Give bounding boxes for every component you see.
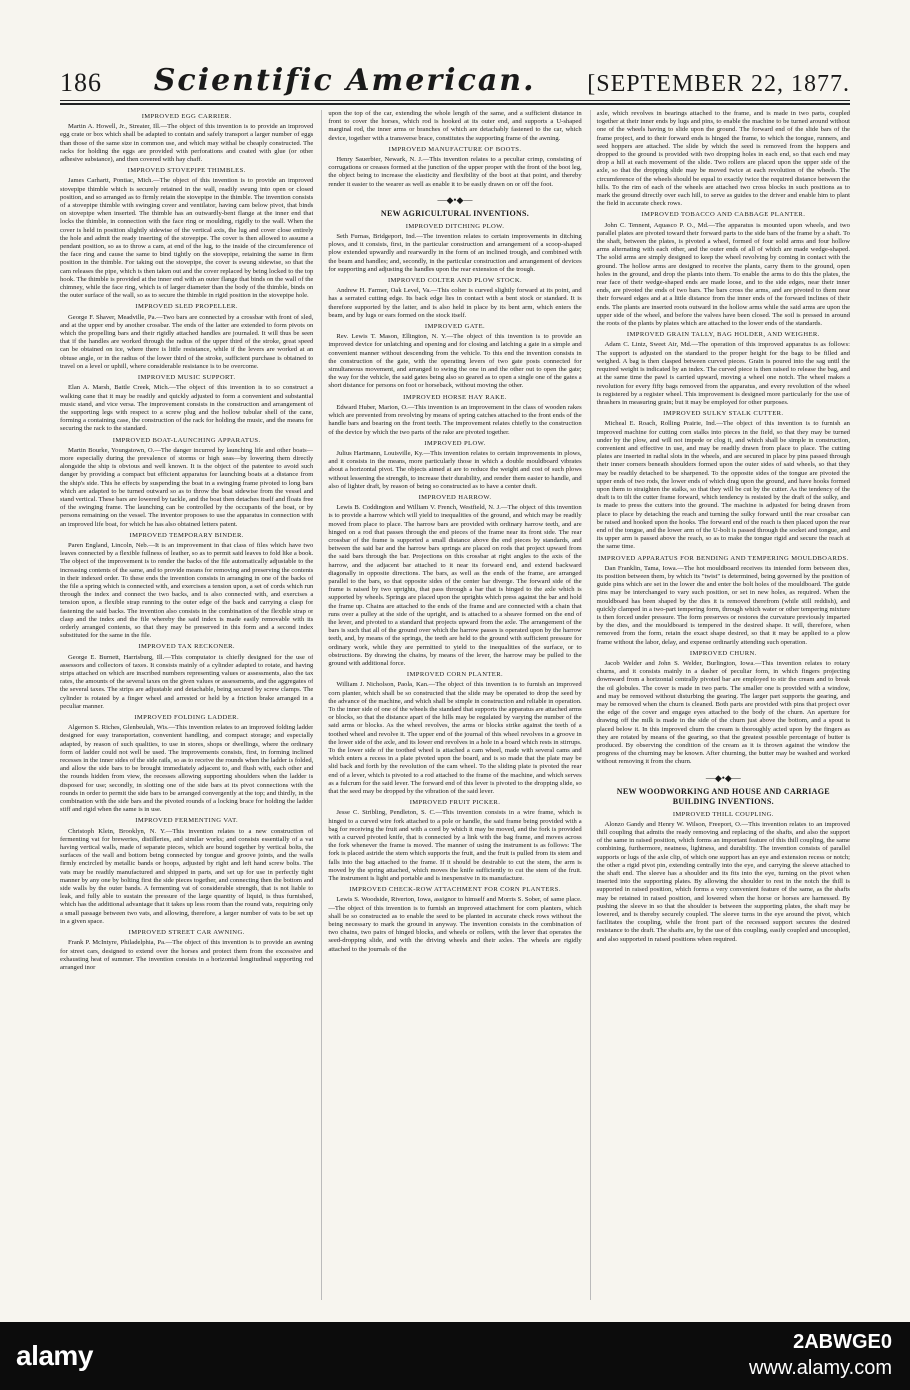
- invention-description: Edward Huber, Marion, O.—This invention is an improvement in the class of wooden rakes which are prevented from revolving by means of spring catches attached to the front ends of the handle bars and bearing on the front teeth. The improvement relates chiefly to the construction of the device by which the two parts of the rake are pivoted together.: [328, 403, 582, 436]
- invention-description: upon the top of the car, extending the whole length of the same, and a sufficient distance in front to cover the horses, which rod is hooked at its outer end, and supports a U-shaped marginal rod, the inner arms or branches of which are detachably fastened to the car, which device, together with a transverse brace, constitutes the supporting frame of the awning.: [328, 110, 582, 142]
- issue-date: [SEPTEMBER 22, 1877.: [587, 71, 850, 97]
- invention-heading: IMPROVED STOVEPIPE THIMBLES.: [127, 167, 246, 175]
- invention-heading: IMPROVED STREET CAR AWNING.: [128, 929, 245, 937]
- stock-logo: alamy: [16, 1340, 93, 1371]
- page-number: 186: [60, 68, 102, 97]
- invention-description: John C. Tennent, Aquasco P. O., Md.—The apparatus is mounted upon wheels, and two parallel plates are pivoted toward their forward parts to the side bars of the frame by a shaft. To the shaft, between the plates, is pivoted a wheel, formed of four solid arms and four hollow arms alternating with each other, and the outer ends of all of which are made wedge-shaped. The solid arms are simply designed to keep the wheel revolving by coming in contact with the ground. The hollow arms are designed to receive the plants, carry them to the ground, open holes in the ground, and drop the plants into them. To enable the arms to do this the plates, the rear face of their wedge-shaped ends are made loose, and to the side edges, near their inner ends, are pivoted the ends of two bars. The bars cross the arms, and are pivoted to them near their forward edges and at a little distance from the inner ends of the forward inclines of their ends. The plants are inserted roots outward in the hollow arms while the said arms are upon the upper side of the wheel, and before the valves have been closed. The soil is pressed in around the roots of the plants by plates which are attached to the lower ends of the standards.: [596, 221, 850, 328]
- invention-description: Martin A. Howell, Jr., Streater, Ill.—The object of this invention is to provide an improved egg crate or box which shall be adapted to contain and safely transport a larger number of eggs than those of the same size in common use, and which may withal be cheaply constructed. The racks for holding the eggs are provided with perforations and coated with glue (or other adhesive substance), and then covered with hay chaff.: [60, 123, 314, 164]
- invention-description: Henry Sauerbier, Newark, N. J.—This invention relates to a peculiar crimp, consisting of corrugations or creases formed at the junction of the upper proper with the front of the boot leg, the object being to increase the elasticity and flexibility of the boot at that point, and thereby render it easier to the wearer as well as enable it to be easily drawn on or off the foot.: [328, 156, 582, 188]
- invention-heading: IMPROVED APPARATUS FOR BENDING AND TEMPERING MOULDBOARDS.: [598, 554, 849, 562]
- invention-heading: IMPROVED MUSIC SUPPORT.: [137, 374, 236, 382]
- column-3: [590, 110, 850, 1300]
- invention-description: Alonzo Gandy and Henry W. Wilson, Freeport, O.—This invention relates to an improved thill coupling that admits the ready removing and replacing of the shafts, and also the support of the same in raised position, which forms an important feature of this thill coupling, the same combining, furthermore, neatness, lightness, and durability. The invention consists of parallel supports or lugs of the axle clip, of which one support has an eye and extension recess or notch; the other a rigid pivot pin, extending centrally into the eye, and carrying the sleeve attached to the shaft end. The sleeve has a shoulder and its fits into the eye, turning on the pivot when inserted into the supporting plates. By allowing the shoulder to rest in the notch the thill is supported in raised position, which forms a very convenient feature of the same, as the shafts may be retained in raised position, and lowered when the horse or horses are harnessed. By pushing the sleeve in so that the shoulder is between the supporting plates, the shaft may be lowered, and is thereby securely coupled. The sleeve turns in the eye around the pivot, which facilitates the coupling, while the front part of the recessed support secures the desired resistance to the draft. The shafts are, by the use of this coupling, easily coupled and uncoupled, and also supported in raised positions when required.: [596, 820, 850, 943]
- invention-heading: IMPROVED GATE.: [424, 323, 486, 331]
- invention-description: Seth Furnas, Bridgeport, Ind.—The invention relates to certain improvements in ditching plows, and it consists, first, in the particular construction and arrangement of a scoop-shaped plow extended upwardly and rearwardly in the form of an inclined trough, and combined with the beam and handles; and, secondly, in the particular construction and arrangement of devices for supporting and adjusting the handles upon the rear extension of the trough.: [328, 233, 582, 273]
- invention-description: Frank P. McIntyre, Philadelphia, Pa.—The object of this invention is to provide an awning for street cars, designed to extend over the horses and protect them from the excessive and exhausting heat of summer. The invention consists in a horizontal longitudinal supporting rod arranged inor: [60, 939, 314, 971]
- invention-description: Jacob Welder and John S. Welder, Burlington, Iowa.—This invention relates to rotary churns, and it consists mainly in a dasher of peculiar form, in which fingers projecting downward from a horizontal centrally pivoted bar are employed to stir the cream and to break the oil globules. The cover is made in two parts. The smaller one is provided with a window, and may be removed without disturbing the gearing. The larger part supports the gearing, and may be removed when the churn is cleaned. Both parts are provided with pins that project over the edge of the cover and engage eyes attached to the body of the churn. An aperture for drawing off the milk is made in the side of the churn just above the bottom, and a spout is placed below it. In this improved churn the cream is thoroughly acted upon by the fingers as they are rotated by means of the gearing, so that the greatest possible percentage of butter is produced. By observing the condition of the cream as it is thrown against the window the progress of the churning may be known. After churning, the butter may be washed and worked without removing it from the churn.: [596, 660, 850, 766]
- section-ornament: —◆•◆—: [705, 772, 741, 783]
- invention-heading: IMPROVED CORN PLANTER.: [406, 671, 504, 679]
- invention-description: William J. Nicholson, Paola, Kan.—The object of this invention is to furnish an improved corn planter, which shall be so constructed that the slide may be operated to drop the seed by the advance of the machine, and which shall be simple in construction and reliable in operation. To the inner side of one of the wheels the standard that supports the apparatus are attached arms or blocks, so that the distance apart of the hills may be regulated by varying the number of the said arms or blocks. As the wheel revolves, the arms or blocks strike against the teeth of a toothed wheel and revolve it. The upper end of the journal of this wheel revolves in a groove in the lower side of the axle, and its lower end revolves in a hole in a board which rests in stirrups. To the lower side of the toothed wheel is attached a cam wheel, made with several cams and which enters a recess in a plate pivoted upon the board, and is so made that the plate may be slid back and forth by the revolution of the cam wheel. To the sliding plate is pivoted the rear end of a lever, which is pivoted to a rod attached to the frame of the machine, and which serves as a fulcrum for the said lever. The forward end of this lever is pivoted to the dropping slide, so that the seed may be dropped by the vibration of the said lever.: [328, 681, 582, 796]
- invention-heading: IMPROVED HORSE HAY RAKE.: [403, 393, 507, 401]
- invention-description: Algernon S. Riches, Glenbeulah, Wis.—This invention relates to an improved folding ladder designed for easy transportation, convenient handling, and compact storage; and especially adapted, by reason of such qualities, to use in stores, shops or dwellings, where the ordinary form of ladder could not well be used. The improvements consists, first, in forming inclined recesses in the inner sides of the side rails, so as to receive the rounds when the ladder is folded, and allow the side bars to be brought immediately adjacent to, and flush with, each other and the rounds hidden from view, the recesses allowing supporting shoulders when the ladder is disposed for use; secondly, in slotting one of the side bars at its pivot connections with the rounds in order to permit the side bars to be arranged convergently at the top; and thirdly, in the combination with the side bars and the pivoted rounds of a locking brace for holding the ladder stiff and rigid when the same is in use.: [60, 724, 314, 814]
- invention-description: Julius Hartmann, Louisville, Ky.—This invention relates to certain improvements in plows, and it consists in the means, more particularly those in which a double mouldboard vibrates about a horizontal pivot. The objects aimed at are to reduce the weight and cost of such plows without lessening the strength, to increase their durability, and render them easier to handle, and also of lighter draft, by reason of being so constructed as to have a center draft.: [328, 449, 582, 490]
- invention-heading: IMPROVED FOLDING LADDER.: [134, 714, 239, 722]
- article-columns: [60, 110, 850, 1300]
- invention-heading: IMPROVED COLTER AND PLOW STOCK.: [387, 277, 523, 285]
- invention-heading: IMPROVED SULKY STALK CUTTER.: [663, 410, 784, 418]
- invention-description: Andrew H. Farmer, Oak Level, Va.—This colter is curved slightly forward at its point, and has a serrated cutting edge. Its back edge lies in contact with a bent stock or standard. It is therefore supported by the latter, and is also held in place by its bent arm, which enters the beam, and by lugs or ears formed on the stock itself.: [328, 287, 582, 319]
- invention-heading: IMPROVED FERMENTING VAT.: [135, 817, 239, 825]
- invention-heading: IMPROVED GRAIN TALLY, BAG HOLDER, AND WEIGHER.: [626, 331, 820, 339]
- invention-heading: IMPROVED THILL COUPLING.: [672, 810, 774, 818]
- masthead: [60, 62, 850, 98]
- invention-description: Jesse C. Stribling, Pendleton, S. C.—This invention consists in a wire frame, which is hinged to a curved wire fork attached to a pole or handle, the said frame being provided with a bag for receiving the fruit and with a cord by which it may be moved, and the fork is provided with a curved pivoted knife, that is connected by a link with the bag frame, and moves across the fork whenever the frame is moved. The manner of using the instrument is as follows: The fork is placed astride the stem which supports the fruit, and the fruit is pulled from its stem and falls into the bag attached to the frame. If it should be desirable to cut the stem, the arm is moved by the spring attached, which moves the knife sufficiently to cut the stem of the fruit. The instrument is light and portable and is inexpensive in its manufacture.: [328, 809, 582, 883]
- invention-heading: IMPROVED FRUIT PICKER.: [409, 799, 501, 807]
- masthead-rule: [60, 100, 850, 101]
- invention-description: Micheal E. Roach, Rolling Prairie, Ind.—The object of this invention is to furnish an improved machine for cutting corn stalks into pieces in the field, so that they may be turned under by the plow, and will not impede or clog it, and which shall be simple in construction, convenient and effective in use, and may be readily drawn from place to place. The cutting plates are inserted in radial slots in the wheels, and are secured in place by pins passed through their inner corners beneath shoulders formed upon the outer sides of said wheels, so that they may be readily detached to be sharpened. To the opposite sides of the tongue are pivoted the upper ends of two rods, the lower ends of which drag upon the ground, and have hooks formed upon them to straighten the stalks, so that they will be cut by the cutter. As the tendency of the draft is to tilt the cutter frame forward, which tendency is resisted by the draft of the sulky, and is made to press the cutters into the ground. The machine is adjusted for being drawn from place to place by detaching the reach and turning the sulky forward until the rear crossbar can be raised and hooked upon the hooks. The forward end of the reach is then placed upon the rear end of the tongue, and the lower arm of the U-bolt is passed through the socket and tongue, and its upper arm is passed above the reach, so as to make the tongue rigid and secure the reach at the same time.: [596, 420, 850, 551]
- invention-heading: IMPROVED SLED PROPELLER.: [135, 303, 238, 311]
- stock-url: www.alamy.com: [749, 1357, 892, 1379]
- invention-heading: IMPROVED DITCHING PLOW.: [405, 222, 505, 230]
- invention-heading: IMPROVED TEMPORARY BINDER.: [129, 531, 244, 539]
- invention-heading: IMPROVED CHURN.: [689, 649, 757, 657]
- section-ornament: —◆•◆—: [437, 194, 473, 205]
- invention-description: axle, which revolves in bearings attached to the frame, and is made in two parts, coupled together at their inner ends by lugs and pins, to enable the machine to be turned around without one of the wheels having to slide upon the ground. The forward end of the slide bars of the frame project, and to their forward ends is hinged the frame, to which the tongue, runners, and seed hoppers are attached. The slide by which the seed is removed from the hoppers and dropped to the ground is provided with two dropping holes in each end, so that each end may drop a hill at each movement of the slide. Two rollers are placed upon the upper side of the axle, so that the dropping slide may be moved twice at each revolution of the wheels. The circumference of the wheels should be equal to exactly twice the required distance between the hills. To the rim of each of the wheels are attached two cross blocks in such positions as to mark the ground directly over each hill, to serve as guides to the driver and enable him to plant the field in accurate check rows.: [596, 110, 850, 208]
- column-1: [60, 110, 313, 1300]
- journal-title: Scientific American.: [153, 63, 536, 98]
- invention-description: James Carhartt, Pontiac, Mich.—The object of this invention is to provide an improved stovepipe thimble which is securely retained in the wall, readily swung into open or closed position, and so arranged as to firmly retain the stovepipe in the thimble. The invention consists of a stovepipe thimble with swinging cover and ventilator, having cam below pivot, that binds on stovepipe when inserted. The thimble has an outwardly-bent flange at the inner end that locks the thimble, in connection with the face ring or moulding, rigidly to the wall. When the cover is held in position slightly sidewise of the vertical axis, the lug and cover close entirely the hole and admit the ready inserting of the stovepipe. The cover is then allowed to assume a pendant position, so as to throw a cam, at end of the lug, to the inside of the circumference of the face ring and cause the same to bind tightly on the stovepipe, retaining the same in firm position in the thimble. For taking out the stovepipe, the cover is swung sidewise, so that the cam releases the pipe, which is then taken out and the cover replaced by being locked to the top hook. The thimble is provided at the inner end with an outer flange that binds on the wall of the chimney, while the face ring, which is of larger diameter than the body of the thimble, binds on the outer surface of the wall, so as to secure the thimble in rigid position in the stovepipe hole.: [60, 177, 314, 300]
- invention-heading: IMPROVED TAX RECKONER.: [138, 643, 235, 651]
- invention-description: Elan A. Marsh, Battle Creek, Mich.—The object of this invention is to so construct a walking cane that it may be readily and quickly adjusted to form a convenient and substantial music stand, and vice versa. The improvement consists in the construction and arrangement of the supporting legs with respect to a screw plug and the hollow tubular shell of the cane, forming a containing case, the construction of the rack for holding the music, and the means for securing the rack to the standard.: [60, 384, 314, 433]
- invention-description: Martin Bourke, Youngstown, O.—The danger incurred by launching life and other boats—more especially during the prevalence of storms or high seas—by lowering them directly alongside the ship is obvious and well known. It is the object of the patentee to avoid such danger by providing a compact but efficient apparatus for launching boats at a distance from the ship's side. This he effects by suspending the boat in a swinging frame pivoted to long bars which are adapted to be turned outward so as to throw the boat sidewise from the vessel and stand vertical. These bars are lowered by tackle, and the boat then detaches itself and floats free of the swinging frame. The launching can be controlled by the occupants of the boat, or by persons remaining on the vessel. The inventor proposes to use the apparatus in connection with an improved life boat, for which he has also obtained letters patent.: [60, 446, 314, 528]
- section-heading: NEW AGRICULTURAL INVENTIONS.: [380, 208, 530, 218]
- invention-description: Christoph Klein, Brooklyn, N. Y.—This invention relates to a new construction of fermenting vat for breweries, distilleries, and similar works; and consists essentially of a vat having vertical walls, made of separate pieces, which are bound together by vertical bolts, the surfaces of the wall and bottom being connected by tongue and groove joints, and the walls firmly encircled by metallic bands or hoops, adjusted by right and left hand screw bolts. The vats may be readily manufactured and shipped in parts, and set up for use in perfectly tight manner by any one by bolting first the side pieces together, and connecting then the bottom and side walls by the outer bands. A fermenting vat of considerable strength, that is not liable to leak, and fully able to sustain the pressure of the large quantity of liquid, is thus furnished, which has the additional advantage that it takes up less room than the round vats, requiring only a small passage between two vats, and allowing, therefore, a larger number of vats to be set up in a given space.: [60, 827, 314, 925]
- invention-description: Paren England, Lincoln, Neb.—It is an improvement in that class of files which have two leaves connected by a flexible fullness of leather, so as to permit said leaves to fold like a book. The object of the improvement is to render the backs of the file automatically adjustable to the increasing contents of the same, and to provide means for removing and preserving the contents in their indexed order. To these ends the invention consists in arranging in one of the backs of the file a spring which is connected with, and exercises a tension upon, a set of cords which run through the index and connect the two backs, and is also connected with, and exercises a tension upon, a flexible strap running to the outer edge of the back and carrying a clasp for fastening the said backs. The invention also consists in the combination of the flexible strap or clasp and the index and the file whereby the said index is made easily removable with its orderly arranged contents, so that they may be preserved in this form and a second index substituted for the same in the file.: [60, 541, 314, 640]
- invention-description: Adam C. Lintz, Sweet Air, Md.—The operation of this improved apparatus is as follows: The support is adjusted on the standard to the proper height for the bags to be filled and weighed. A bag is then clasped between curved pieces. Grain is poured into the sag until the required weight is indicated by an index. The curved piece is then raised to release the bag, and at the same time the pawl is carried upward, moving a wheel one notch. The wheel makes a revolution for every fifty bags removed from the apparatus, and every revolution of the wheel is registered by a register wheel. This improvement is designed more particularly for the use of thrashers in measuring grain; but it may be employed for other purposes.: [596, 341, 850, 406]
- image-id: 2ABWGE0: [793, 1331, 892, 1353]
- invention-description: Lewis B. Coddington and William V. French, Westfield, N. J.—The object of this invention is to provide a harrow which will yield to inequalities of the ground, and which may be readily moved from place to place. The harrow bars are provided with ordinary harrow teeth, and are hinged on a rod that passes through the end pieces of the frame near its front side. The rear crossbar of the frame is supported a small distance above the end pieces by standards, and between the said bar and the harrow bars springs are placed on rods that project upward from the said bars through the bar. Projections on this crossbar at right angles to the axis of the harrow, and the adjacent bar attached to it near its forward end, and extend backward diagonally in opposite directions. The bars, as well as the ends of the frame, are arranged parallel to the bars, so that opposite sides of the center bar diverge. The forward side of the frame is raised by two uprights, that pass through a bar that is hinged to the axle which is supported by wheels. Springs are placed upon the uprights which press against the bar and hold the frame up. Chains are attached to the ends of the frame and are connected with a chain that runs over a pulley at the side of the upright, and is attached to a sheave formed on the end of the lever, and pivoted to a standard that projects upward from the axle. The arrangement of the bars is such that all of the ground over which the harrow passes is operated upon by the harrow teeth, and, by means of the springs, the teeth are held to the ground with sufficient pressure for ordinary work, while they are permitted to yield to the inequalities of the surface, or to obstructions. By drawing the chains, by means of the lever, the harrow may be pulled to the ground with additional force.: [328, 504, 582, 667]
- invention-heading: IMPROVED PLOW.: [424, 439, 486, 447]
- invention-description: Rev. Lewis T. Mason, Ellington, N. Y.—The object of this invention is to provide an improved device for unlatching and opening and for closing and latching a gate in a simple and convenient manner without descending from the vehicle. To this end the invention consists in the construction of the gate, with the operating levers of two gate posts connected for simultaneous movement, and arranged to swing the one in and the other out to open the gate; the way for the vehicle, the said gates being also so geared as to open a single one of the gates a short distance for persons on foot or horseback, without moving the other.: [328, 333, 582, 390]
- section-heading: NEW WOODWORKING AND HOUSE AND CARRIAGE BUILDING INVENTIONS.: [616, 786, 830, 806]
- invention-heading: IMPROVED BOAT-LAUNCHING APPARATUS.: [112, 436, 261, 444]
- invention-description: George E. Burnett, Harrisburg, Ill.—This computator is chiefly designed for the use of assessors and collectors of taxes. It consists mainly of a cylinder adapted to rotate, and having strips attached on which are inscribed numbers representing values or assessments, also the tax rates, the amounts of the several taxes on the given values or assessments, and the aggregates of the several taxes. The strips are adjustable and detachable, being secured by screw clamps. The cylinder is rotated by a finger wheel and arrested or held by a friction brake arranged in a peculiar manner.: [60, 653, 314, 710]
- invention-description: Dan Franklin, Tama, Iowa.—The hot mouldboard receives its intended form between dies, its position between them, by which its "twist" is determined, being governed by the position of guide pins which are set in the lower die and enter the bolt holes of the mouldboard. The guide pins may be interchanged to vary such position, or set in new holes, as required. When the mouldboard has been shaped by the dies it is removed therefrom (while still reddish), and quickly clamped in a two-part tempering form, through which water or other tempering mixture is then forced under pressure. The form preserves or restores the curvature previously imparted by the dies, and the mouldboard is tempered in the desired shape. It will, therefore, when removed from the form, retain the exact shape desired, so that it may be applied to a plow frame without the labor, delay, and expense ordinarily attending such operation.: [596, 564, 850, 646]
- invention-heading: IMPROVED HARROW.: [418, 493, 492, 501]
- masthead-rule-thick: [60, 103, 850, 105]
- invention-description: George F. Shaver, Meadville, Pa.—Two bars are connected by a crossbar with front of sled, and at the upper end by another crossbar. The ends of the latter are extended to form pivots on which the propelling bars and their rigidly attached handles are journaled. It will thus be seen that if the handles are worked through the radius of the upper third of the stroke, great speed can be obtained on ice, where there is little resistance, while if the levers are worked at an obtuse angle, or in the radius of the lower third of the stroke, sufficient purchase is obtained to travel on a level or uphill, where considerable resistance is to be overcome.: [60, 313, 314, 370]
- invention-heading: IMPROVED CHECK-ROW ATTACHMENT FOR CORN PLANTERS.: [349, 886, 561, 894]
- invention-heading: IMPROVED EGG CARRIER.: [141, 113, 232, 120]
- column-2: [321, 110, 581, 1300]
- invention-description: Lewis S. Woodside, Riverton, Iowa, assignor to himself and Morris S. Sober, of same place.—The object of this invention is to furnish an improved attachment for corn planters, which shall be so constructed as to enable the seed to be planted in accurate check rows without the being necessary to mark the ground in anyway. The invention consists in the combination of two chains, two pairs of hinged blocks, and wheels or rollers, with the lever that operates the seed-dropping slide, and with the driving wheels and their axles. The wheels are rigidly attached to the journals of the: [328, 896, 582, 953]
- invention-heading: IMPROVED MANUFACTURE OF BOOTS.: [388, 145, 522, 153]
- invention-heading: IMPROVED TOBACCO AND CABBAGE PLANTER.: [641, 211, 806, 219]
